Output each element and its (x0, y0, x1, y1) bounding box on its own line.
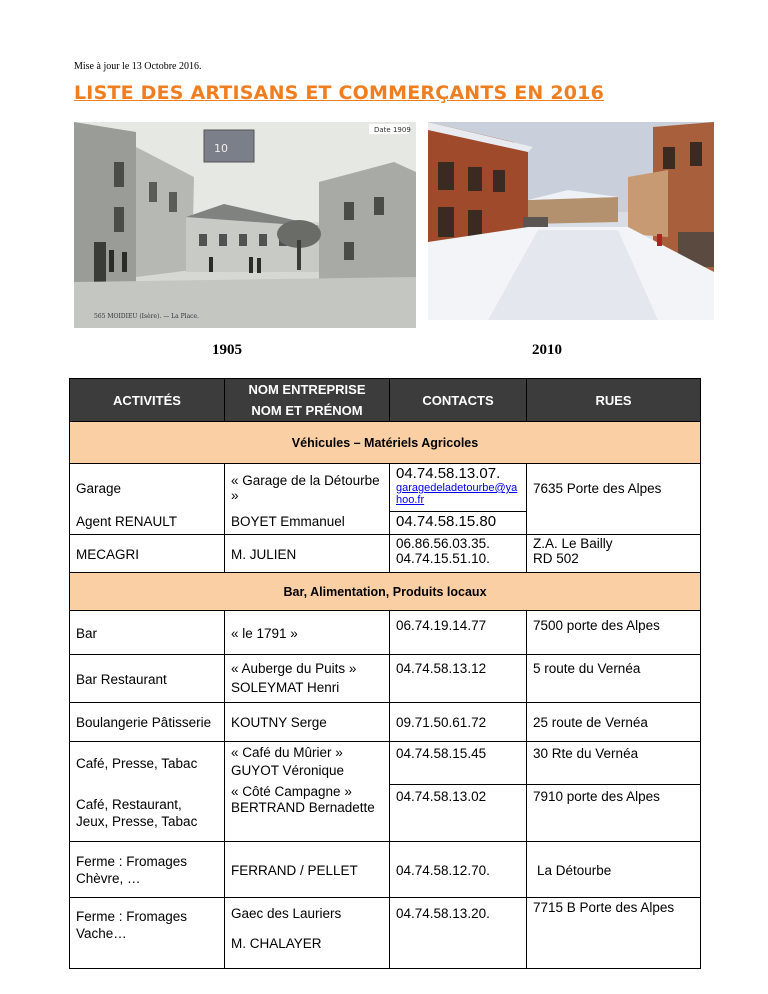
table-row (70, 898, 701, 969)
section-row (70, 573, 701, 611)
cell-activite: Agent RENAULT (70, 511, 225, 535)
cell-rue: 25 route de Vernéa (527, 703, 701, 742)
cell-rue (527, 535, 701, 573)
contact-tel: 06.86.56.03.35. (396, 536, 490, 551)
cell-nom: KOUTNY Serge (225, 703, 390, 742)
rue-line: Z.A. Le Bailly (533, 536, 613, 551)
header-rues: RUES (527, 379, 701, 422)
cell-contact: 06.74.19.14.77 (390, 611, 527, 655)
cell-nom: FERRAND / PELLET (225, 842, 390, 898)
cell-rue (527, 511, 701, 535)
cell-nom: « Auberge du Puits » SOLEYMAT Henri (225, 655, 390, 703)
table-row (70, 511, 701, 535)
cell-rue: 5 route du Vernéa (527, 655, 701, 703)
cell-rue: 7715 B Porte des Alpes (527, 898, 701, 969)
cell-contact (390, 464, 527, 512)
cell-nom (225, 898, 390, 969)
cell-nom: « Café du Mûrier » GUYOT Véronique (225, 742, 390, 785)
cell-nom: « le 1791 » (225, 611, 390, 655)
table-row (70, 703, 701, 742)
cell-nom: BOYET Emmanuel (225, 511, 390, 535)
cell-activite: Café, Presse, Tabac (70, 742, 225, 785)
header-contacts: CONTACTS (390, 379, 527, 422)
cell-nom: « Côté Campagne » BERTRAND Bernadette (225, 784, 390, 842)
cell-rue: 30 Rte du Vernéa (527, 742, 701, 785)
cell-contact: 09.71.50.61.72 (390, 703, 527, 742)
cell-rue: La Détourbe (527, 842, 701, 898)
section-title-bar: Bar, Alimentation, Produits locaux (70, 573, 701, 611)
cell-rue: 7635 Porte des Alpes (527, 464, 701, 512)
svg-text:10: 10 (214, 142, 228, 155)
table-row (70, 784, 701, 842)
contact-tel: 04.74.58.13.07. (396, 465, 501, 482)
table-row (70, 742, 701, 785)
cell-nom: « Garage de la Détourbe » (225, 464, 390, 512)
table-row (70, 535, 701, 573)
photo-2010 (428, 122, 714, 320)
table-row (70, 655, 701, 703)
header-activites: ACTIVITÉS (70, 379, 225, 422)
cell-activite: Café, Restaurant, Jeux, Presse, Tabac (70, 784, 225, 842)
header-nom-line2: NOM ET PRÉNOM (251, 403, 363, 418)
cell-contact: 04.74.58.13.12 (390, 655, 527, 703)
stamp-date: Date 1909 (374, 126, 411, 134)
photo-1905-caption: 1905 (212, 342, 242, 358)
artisans-table (69, 378, 701, 969)
cell-contact: 04.74.58.12.70. (390, 842, 527, 898)
cell-rue: 7910 porte des Alpes (527, 784, 701, 842)
update-note: Mise à jour le 13 Octobre 2016. (74, 61, 202, 72)
contact-tel: 04.74.15.51.10. (396, 551, 490, 566)
table-header-row (70, 379, 701, 422)
cell-activite: Bar Restaurant (70, 655, 225, 703)
cell-contact (390, 535, 527, 573)
table-row (70, 842, 701, 898)
photo-1905 (74, 122, 416, 328)
cell-contact: 04.74.58.15.80 (390, 511, 527, 535)
cell-activite: Bar (70, 611, 225, 655)
nom-personne: M. CHALAYER (231, 936, 322, 951)
header-nom-line1: NOM ENTREPRISE (248, 382, 366, 397)
cell-contact: 04.74.58.15.45 (390, 742, 527, 785)
postcard-caption: 565 MOIDIEU (Isère). — La Place. (94, 313, 199, 320)
cell-activite: Garage (70, 464, 225, 512)
cell-activite: Ferme : Fromages Vache… (70, 898, 225, 969)
cell-nom: M. JULIEN (225, 535, 390, 573)
cell-activite: Ferme : Fromages Chèvre, … (70, 842, 225, 898)
rue-line: RD 502 (533, 551, 579, 566)
contact-email-link[interactable]: garagedeladetourbe@yahoo.fr (396, 482, 518, 506)
page-title: LISTE DES ARTISANS ET COMMERÇANTS EN 2016 (74, 82, 605, 104)
cell-activite: Boulangerie Pâtisserie (70, 703, 225, 742)
table-row (70, 464, 701, 512)
section-title-vehicules: Véhicules – Matériels Agricoles (70, 422, 701, 464)
table-row (70, 611, 701, 655)
section-row (70, 422, 701, 464)
nom-entreprise: Gaec des Lauriers (231, 906, 342, 921)
header-nom (225, 379, 390, 422)
photo-2010-caption: 2010 (532, 342, 562, 358)
cell-activite: MECAGRI (70, 535, 225, 573)
cell-contact: 04.74.58.13.20. (390, 898, 527, 969)
cell-rue: 7500 porte des Alpes (527, 611, 701, 655)
cell-contact: 04.74.58.13.02 (390, 784, 527, 842)
